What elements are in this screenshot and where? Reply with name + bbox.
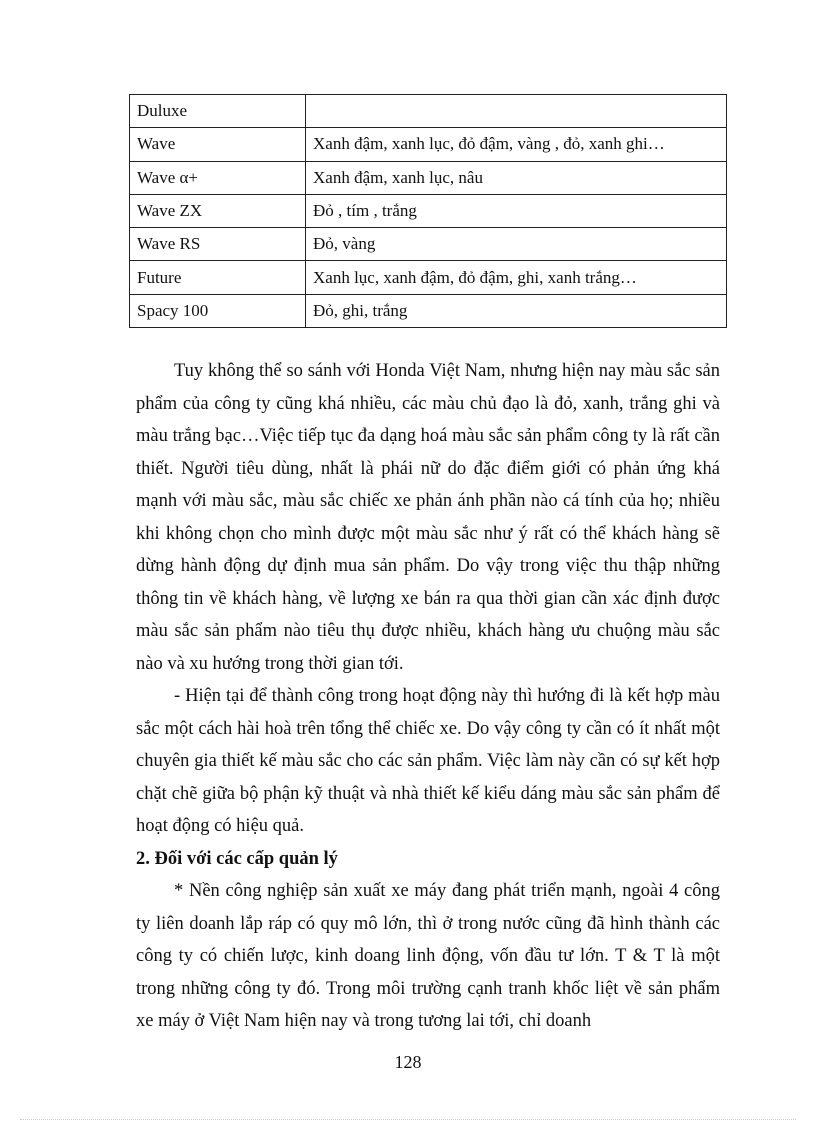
colors-cell: Đỏ, vàng [306, 228, 727, 261]
paragraph-color-design: - Hiện tại để thành công trong hoạt động này thì hướng đi là kết hợp màu sắc một cách hài hoà trên tổng thể chiếc xe. Do vậy công ty cần có ít nhất một chuyên gia thiết kế màu sắc cho các sản phẩm. Việc làm này cần có sự kết hợp chặt chẽ giữa bộ phận kỹ thuật và nhà thiết kế kiểu dáng màu sắc sản phẩm để hoạt động có hiệu quả. [136, 686, 720, 836]
model-cell: Wave [130, 128, 306, 161]
model-cell: Wave α+ [130, 161, 306, 194]
table-row [130, 194, 727, 227]
model-cell: Wave RS [130, 228, 306, 261]
model-cell: Future [130, 261, 306, 294]
colors-cell [306, 95, 727, 128]
table-row [130, 228, 727, 261]
section-heading: 2. Đối với các cấp quản lý [136, 848, 338, 869]
page-number: 128 [394, 1052, 422, 1072]
colors-cell: Xanh đậm, xanh lục, nâu [306, 161, 727, 194]
color-table [129, 94, 727, 328]
body-text [136, 355, 720, 1038]
colors-cell: Đỏ , tím , trắng [306, 194, 727, 227]
paragraph-color-variety: Tuy không thể so sánh với Honda Việt Nam, nhưng hiện nay màu sắc sản phẩm của công ty cũng khá nhiều, các màu chủ đạo là đỏ, xanh, trắng ghi và màu trắng bạc…Việc tiếp tục đa dạng hoá màu sắc sản phẩm công ty là rất cần thiết. Người tiêu dùng, nhất là phái nữ do đặc điểm giới có phản ứng khá mạnh với màu sắc, màu sắc chiếc xe phản ánh phần nào cá tính của họ; nhiều khi không chọn cho mình được một màu sắc như ý rất có thể khách hàng sẽ dừng hành động dự định mua sản phẩm. Do vậy trong việc thu thập những thông tin về khách hàng, về lượng xe bán ra qua thời gian cần xác định được màu sắc sản phẩm nào tiêu thụ được nhiều, khách hàng ưu chuộng màu sắc nào và xu hướng trong thời gian tới. [136, 361, 720, 674]
bottom-divider [20, 1119, 796, 1120]
colors-cell: Xanh lục, xanh đậm, đỏ đậm, ghi, xanh trắng… [306, 261, 727, 294]
model-cell: Wave ZX [130, 194, 306, 227]
colors-cell: Xanh đậm, xanh lục, đỏ đậm, vàng , đỏ, xanh ghi… [306, 128, 727, 161]
table-row [130, 161, 727, 194]
table-row [130, 294, 727, 327]
table-row [130, 261, 727, 294]
model-cell: Spacy 100 [130, 294, 306, 327]
model-cell: Duluxe [130, 95, 306, 128]
table-row [130, 128, 727, 161]
paragraph-industry: * Nền công nghiệp sản xuất xe máy đang phát triển mạnh, ngoài 4 công ty liên doanh lắp ráp có quy mô lớn, thì ở trong nước cũng đã hình thành các công ty có chiến lược, kinh doang linh động, vốn đầu tư lớn. T & T là một trong những công ty đó. Trong môi trường cạnh tranh khốc liệt về sản phẩm xe máy ở Việt Nam hiện nay và trong tương lai tới, chỉ doanh [136, 881, 720, 1031]
colors-cell: Đỏ, ghi, trắng [306, 294, 727, 327]
table-row [130, 95, 727, 128]
